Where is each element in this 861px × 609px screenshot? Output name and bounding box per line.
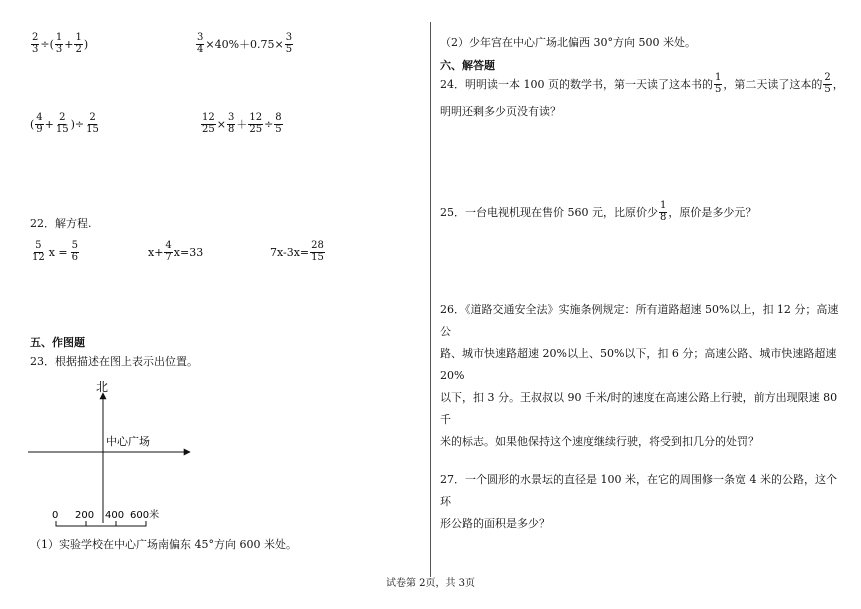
question-23-item-1: （1）实验学校在中心广场南偏东 45°方向 600 米处。 (30, 538, 297, 551)
fraction: $\frac{1}{3}$ (55, 32, 63, 55)
fraction: $\frac{12}{25}$ (202, 112, 215, 135)
calc-expression-1: $\frac{2}{3}$ ÷( $\frac{1}{3}$ + $\frac{1}{2}$ ) (32, 32, 89, 55)
fraction: $\frac{28}{15}$ (311, 240, 324, 263)
calc-expression-3: ( $\frac{4}{9}$ + $\frac{2}{15}$ )÷ $\frac{2}{15}$ (30, 112, 99, 135)
question-24-line-2: 明明还剩多少页没有读？ (440, 105, 561, 118)
scale-label-600: 600米 (130, 510, 160, 521)
calc-expression-2: $\frac{3}{4}$ ×40%＋0.75× $\frac{3}{5}$ (197, 32, 293, 55)
fraction: $\frac{2}{15}$ (55, 112, 69, 135)
scale-label-200: 200 (75, 510, 95, 521)
equation-3: 7x-3x= $\frac{28}{15}$ (270, 240, 324, 263)
calc-expression-4: $\frac{12}{25}$ × $\frac{3}{8}$ ＋ $\frac{12}{25}$ ÷ $\frac{8}{5}$ (202, 112, 282, 135)
position-map (0, 0, 430, 540)
scale-bar (52, 508, 159, 526)
fraction: $\frac{1}{8}$ (660, 200, 667, 223)
question-23-item-2: （2）少年宫在中心广场北偏西 30°方向 500 米处。 (440, 36, 696, 49)
fraction: $\frac{3}{8}$ (227, 112, 235, 135)
question-26: 26．《道路交通安全法》实施条例规定：所有道路超速 50%以上，扣 12 分；高速公 路、城市快速路超速 20%以上、50%以下，扣 6 分；高速公路、城市快速路超速 20% 以下，扣 3 分。王叔叔以 90 千米/时的速度在高速公路上行驶，前方出现限速 80 千 米的标志。如果他保持这个速度继续行驶，将受到扣几分的处罚？ (440, 303, 839, 448)
fraction: $\frac{4}{9}$ (36, 112, 43, 135)
fraction: $\frac{2}{5}$ (824, 72, 831, 95)
scale-label-0: 0 (52, 510, 59, 521)
column-divider (430, 22, 431, 577)
north-label: 北 (96, 380, 109, 394)
equation-2: x+ $\frac{4}{7}$ x=33 (148, 240, 204, 263)
section-6-heading: 六、解答题 (440, 59, 495, 72)
question-27: 27．一个圆形的水景坛的直径是 100 米，在它的周围修一条宽 4 米的公路，这个环 形公路的面积是多少？ (440, 473, 837, 530)
fraction: $\frac{2}{15}$ (86, 112, 99, 135)
question-23-title: 23．根据描述在图上表示出位置。 (30, 355, 198, 368)
page-footer: 试卷第 2页，共 3页 (385, 578, 476, 589)
fraction: $\frac{12}{25}$ (249, 112, 263, 135)
fraction: $\frac{5}{12}$ (32, 240, 45, 263)
fraction: $\frac{3}{4}$ (197, 32, 204, 55)
fraction: $\frac{1}{5}$ (714, 72, 722, 95)
center-square-label: 中心广场 (106, 435, 150, 448)
equation-1: $\frac{5}{12}$ x = $\frac{5}{6}$ (32, 240, 79, 263)
fraction: $\frac{8}{5}$ (275, 112, 282, 135)
question-22-title: 22．解方程. (30, 217, 92, 230)
question-24: 24．明明读一本 100 页的数学书，第一天读了这本书的 $\frac{1}{5}$ ，第二天读了这本的 $\frac{2}{5}$ ， (440, 72, 844, 95)
scale-label-400: 400 (105, 510, 125, 521)
fraction: $\frac{2}{3}$ (32, 32, 39, 55)
question-25: 25．一台电视机现在售价 560 元，比原价少 $\frac{1}{8}$ ，原价是多少元？ (440, 200, 757, 223)
fraction: $\frac{5}{6}$ (71, 240, 79, 263)
fraction: $\frac{3}{5}$ (285, 32, 293, 55)
fraction: $\frac{4}{7}$ (165, 240, 172, 263)
section-5-heading: 五、作图题 (30, 336, 85, 349)
fraction: $\frac{1}{2}$ (75, 32, 82, 55)
